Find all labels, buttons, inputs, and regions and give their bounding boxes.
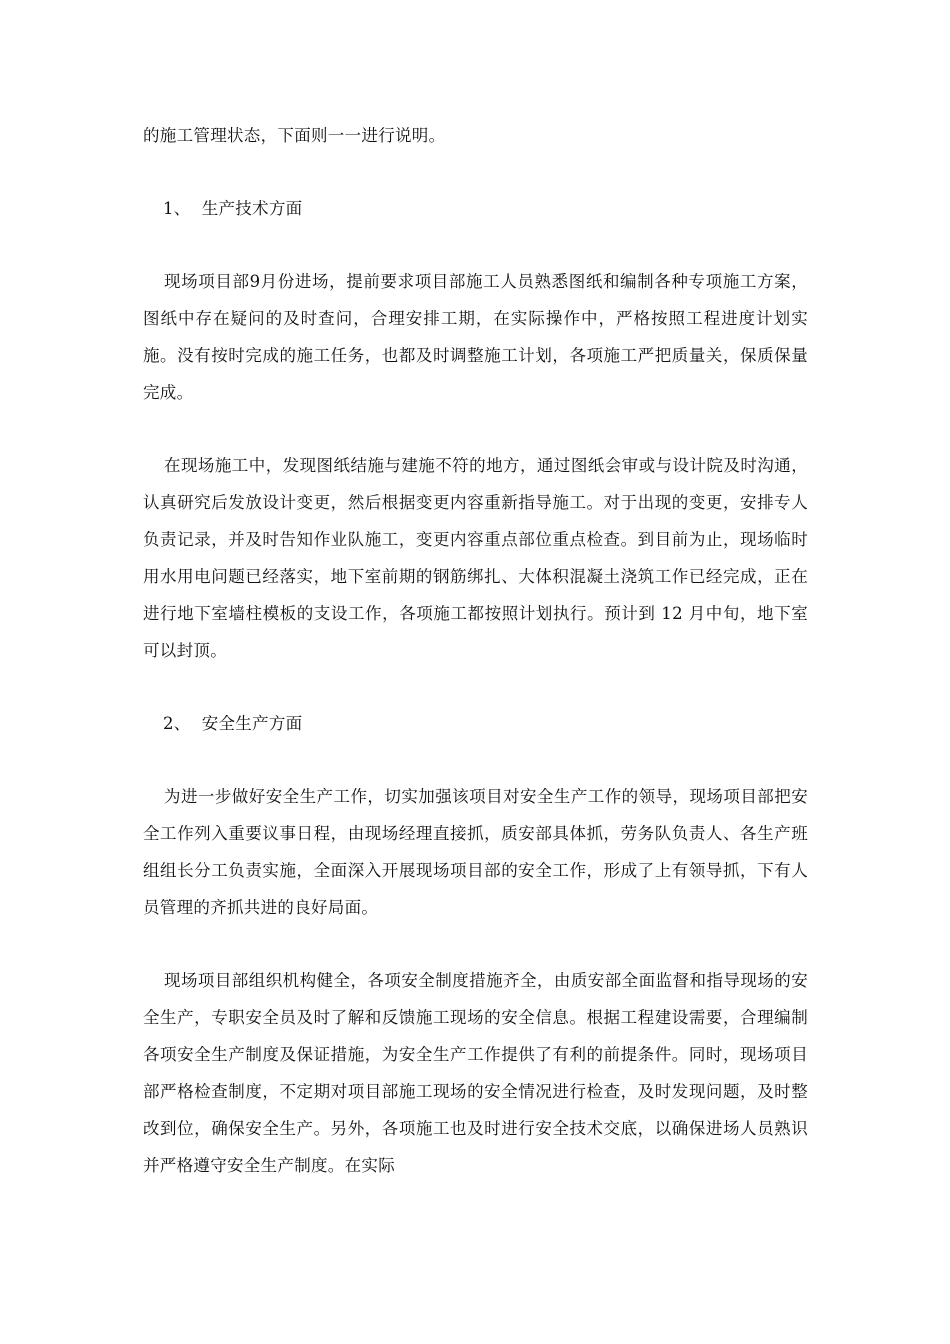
section-heading-safety-production: 2、 安全生产方面 — [163, 714, 303, 733]
paragraph-production-schedule: 现场项目部9月份进场，提前要求项目部施工人员熟悉图纸和编制各种专项施工方案，图纸中存在疑问的及时查问，合理安排工期，在实际操作中，严格按照工程进度计划实施。没有按时完成的施工任务，也都及时调整施工计划，各项施工严把质量关，保质保量完成。 — [143, 272, 808, 402]
paragraph-safety-leadership: 为进一步做好安全生产工作，切实加强该项目对安全生产工作的领导，现场项目部把安全工作列入重要议事日程，由现场经理直接抓，质安部具体抓，劳务队负责人、各生产班组组长分工负责实施，全面深入开展现场项目部的安全工作，形成了上有领导抓，下有人员管理的齐抓共进的良好局面。 — [143, 787, 808, 917]
document-body — [143, 117, 808, 1184]
paragraph-design-changes: 在现场施工中，发现图纸结施与建施不符的地方，通过图纸会审或与设计院及时沟通，认真研究后发放设计变更，然后根据变更内容重新指导施工。对于出现的变更，安排专人负责记录，并及时告知作业队施工，变更内容重点部位重点检查。到目前为止，现场临时用水用电问题已经落实，地下室前期的钢筋绑扎、大体积混凝土浇筑工作已经完成，正在进行地下室墙柱模板的支设工作，各项施工都按照计划执行。预计到 12 月中旬，地下室可以封顶。 — [143, 456, 808, 660]
paragraph-safety-organization: 现场项目部组织机构健全，各项安全制度措施齐全，由质安部全面监督和指导现场的安全生产，专职安全员及时了解和反馈施工现场的安全信息。根据工程建设需要，合理编制各项安全生产制度及保证措施，为安全生产工作提供了有利的前提条件。同时，现场项目部严格检查制度，不定期对项目部施工现场的安全情况进行检查，及时发现问题，及时整改到位，确保安全生产。另外，各项施工也及时进行安全技术交底，以确保进场人员熟识并严格遵守安全生产制度。在实际 — [143, 971, 808, 1175]
section-heading-production-technology: 1、 生产技术方面 — [163, 199, 303, 218]
paragraph-continuation: 的施工管理状态，下面则一一进行说明。 — [143, 126, 446, 145]
